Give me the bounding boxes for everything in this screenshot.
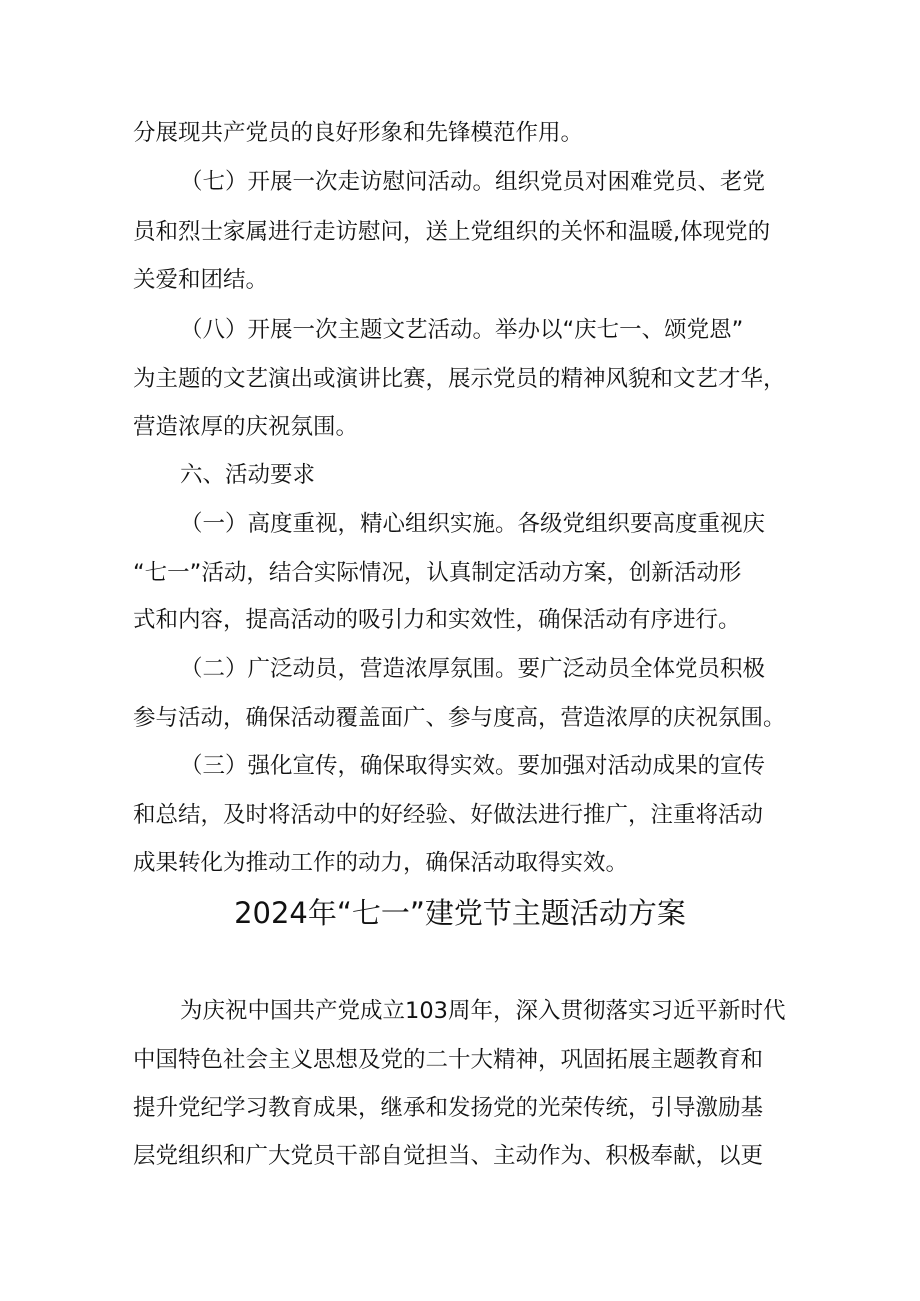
intro-line: 提升党纪学习教育成果，继承和发扬党的光荣传统，引导激励基 xyxy=(133,1095,764,1121)
intro-line: 为庆祝中国共产党成立103周年，深入贯彻落实习近平新时代 xyxy=(180,998,786,1024)
section-heading: 六、活动要求 xyxy=(180,462,316,488)
paragraph-line: 员和烈士家属进行走访慰问，送上党组织的关怀和温暖,体现党的 xyxy=(133,219,771,245)
paragraph-line: “七一”活动，结合实际情况，认真制定活动方案，创新活动形 xyxy=(133,560,742,586)
intro-line: 中国特色社会主义思想及党的二十大精神，巩固拓展主题教育和 xyxy=(133,1047,764,1073)
paragraph-line: 关爱和团结。 xyxy=(133,267,269,293)
paragraph-line: （三）强化宣传，确保取得实效。要加强对活动成果的宣传 xyxy=(180,753,766,779)
paragraph-line: 为主题的文艺演出或演讲比赛，展示党员的精神风貌和文艺才华， xyxy=(133,366,786,392)
paragraph-line: 营造浓厚的庆祝氛围。 xyxy=(133,414,359,440)
paragraph-line: （一）高度重视，精心组织实施。各级党组织要高度重视庆 xyxy=(180,511,766,537)
paragraph-line: 和总结，及时将活动中的好经验、好做法进行推广，注重将活动 xyxy=(133,802,764,828)
paragraph-line: （二）广泛动员，营造浓厚氛围。要广泛动员全体党员积极 xyxy=(180,656,766,682)
paragraph-line: （八）开展一次主题文艺活动。举办以“庆七一、颂党恩” xyxy=(180,317,744,343)
paragraph-line: 参与活动，确保活动覆盖面广、参与度高，营造浓厚的庆祝氛围。 xyxy=(133,705,786,731)
document-title: 2024年“七一”建党节主题活动方案 xyxy=(234,896,686,930)
intro-line: 层党组织和广大党员干部自觉担当、主动作为、积极奉献，以更 xyxy=(133,1143,764,1169)
paragraph-line: 式和内容，提高活动的吸引力和实效性，确保活动有序进行。 xyxy=(133,607,741,633)
paragraph-line: 分展现共产党员的良好形象和先锋模范作用。 xyxy=(133,120,584,146)
paragraph-line: （七）开展一次走访慰问活动。组织党员对困难党员、老党 xyxy=(180,169,766,195)
paragraph-line: 成果转化为推动工作的动力，确保活动取得实效。 xyxy=(133,850,629,876)
